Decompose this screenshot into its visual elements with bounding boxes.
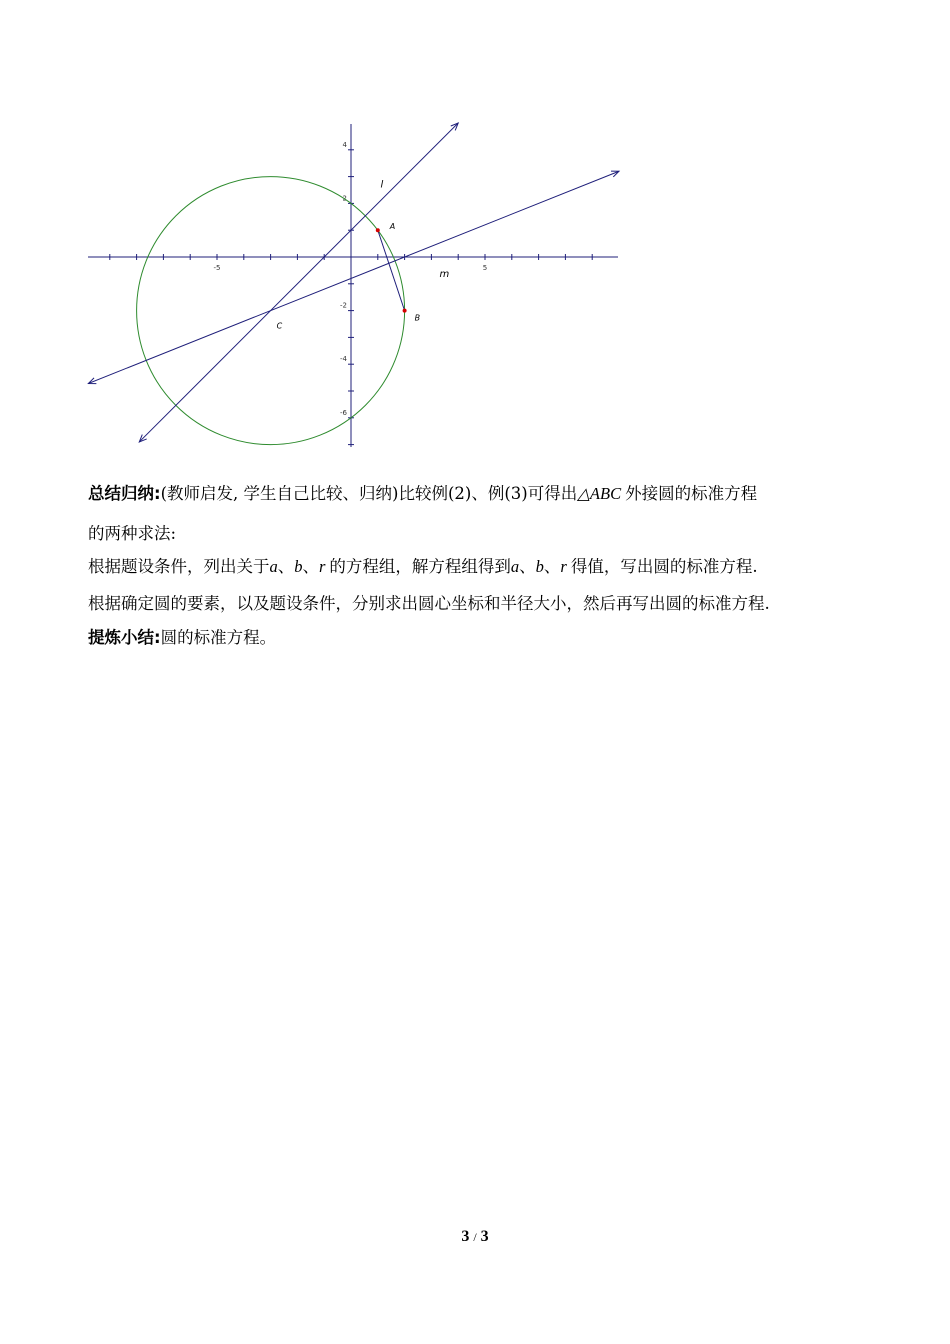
var-a: a (510, 557, 520, 576)
refine-text: 圆的标准方程。 (160, 628, 277, 647)
page-footer (0, 1228, 950, 1246)
y-tick-label: -6 (340, 408, 347, 417)
method-1-text-c: 得值，写出圆的标准方程. (570, 557, 758, 576)
var-r: r (560, 557, 567, 576)
sep: 、 (543, 557, 561, 576)
sep: 、 (277, 557, 295, 576)
sep: 、 (519, 557, 536, 576)
y-tick-label: 2 (342, 194, 347, 203)
points (277, 222, 421, 330)
y-tick-label: -4 (340, 355, 347, 364)
line-l (139, 123, 458, 442)
label-point-c: C (276, 321, 283, 331)
method-2 (88, 592, 770, 616)
page-number: 3 (461, 1228, 470, 1245)
var-b: b (294, 557, 303, 576)
method-2-text: 根据确定圆的要素，以及题设条件，分别求出圆心坐标和半径大小，然后再写出圆的标准方程. (88, 594, 770, 613)
page-separator: / (473, 1230, 477, 1244)
summary-heading: 总结归纳: (88, 484, 161, 503)
line-m-label: m (439, 269, 450, 281)
summary-text-3: 的两种求法: (88, 524, 177, 543)
method-1-text-b: 的方程组，解方程组得到 (329, 557, 511, 576)
var-r: r (319, 557, 326, 576)
axes (88, 124, 618, 447)
summary-paragraph (88, 482, 757, 506)
refine-paragraph (88, 626, 276, 650)
x-tick-label: -5 (213, 264, 221, 272)
triangle-abc: △ABC (577, 484, 622, 503)
y-tick-label: 4 (342, 140, 347, 149)
lines (88, 123, 619, 442)
segment-ab (378, 230, 405, 310)
method-1 (88, 555, 758, 579)
label-point-b: B (414, 313, 421, 323)
sep: 、 (302, 557, 319, 576)
var-a: a (269, 557, 278, 576)
point-a (376, 228, 380, 232)
point-b (403, 309, 407, 313)
summary-text-1: (教师启发, 学生自己比较、归纳)比较例(2)、例(3)可得出 (160, 484, 578, 503)
line-l-label: l (380, 179, 384, 191)
coordinate-figure (80, 112, 630, 457)
refine-heading: 提炼小结: (88, 628, 161, 647)
x-tick-label: 5 (482, 264, 488, 272)
method-1-text-a: 根据题设条件，列出关于 (88, 557, 270, 576)
page-total: 3 (480, 1228, 489, 1245)
label-point-a: A (389, 222, 396, 232)
summary-text-2: 外接圆的标准方程 (625, 484, 758, 503)
summary-line-2 (88, 522, 176, 546)
var-b: b (535, 557, 544, 576)
y-tick-label: -2 (340, 301, 347, 310)
